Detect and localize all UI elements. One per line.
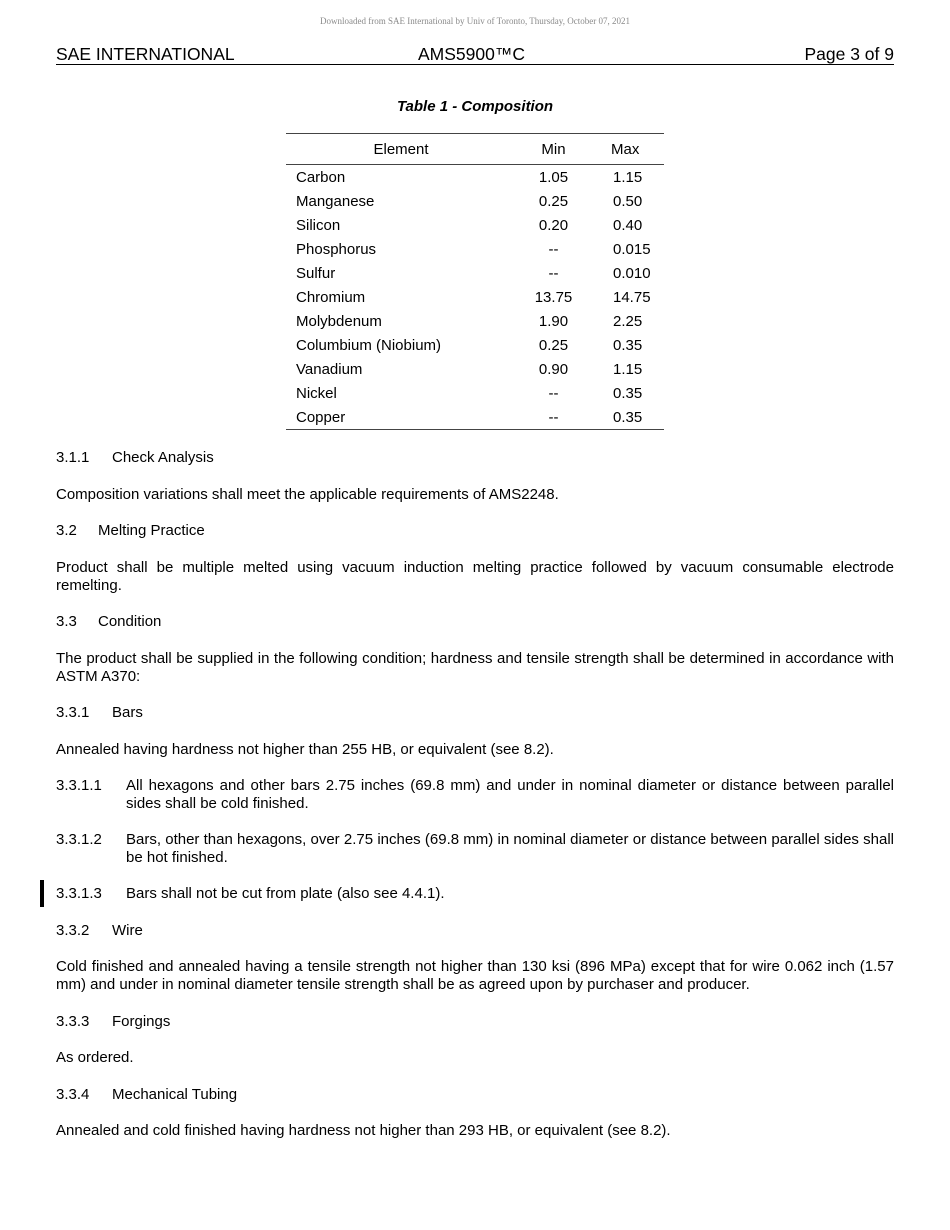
min-cell: 1.90	[538, 312, 569, 330]
column-header: Min	[541, 140, 566, 158]
section-number: 3.3.1.1	[56, 777, 102, 794]
table-row	[286, 309, 664, 333]
table-row	[286, 189, 664, 213]
table-row	[286, 165, 664, 190]
header-page-number: Page 3 of 9	[804, 44, 894, 64]
table-row	[286, 381, 664, 405]
table-row	[286, 357, 664, 381]
section-heading-3-3	[56, 613, 894, 631]
column-header: Max	[611, 140, 640, 158]
table-row	[286, 261, 664, 285]
page-header	[56, 44, 894, 65]
section-title: Forgings	[112, 1013, 171, 1030]
element-cell: Columbium (Niobium)	[296, 336, 442, 354]
min-cell: --	[548, 408, 559, 426]
element-cell: Nickel	[296, 384, 337, 402]
max-cell: 0.35	[613, 384, 643, 402]
section-title: Condition	[98, 613, 162, 630]
table-row	[286, 333, 664, 357]
section-heading-3-3-1	[56, 704, 894, 722]
paragraph-forgings: As ordered.	[56, 1049, 134, 1066]
max-cell: 0.35	[613, 408, 643, 426]
max-cell: 1.15	[613, 168, 643, 186]
element-cell: Chromium	[296, 288, 366, 306]
section-number: 3.3.1.2	[56, 831, 102, 848]
element-cell: Phosphorus	[296, 240, 377, 258]
table-header-row	[286, 134, 664, 165]
section-title: Wire	[112, 922, 143, 939]
min-cell: 1.05	[538, 168, 569, 186]
section-number: 3.3.4	[56, 1086, 90, 1103]
min-cell: 0.25	[538, 192, 569, 210]
max-cell: 2.25	[613, 312, 643, 330]
revision-change-bar	[40, 880, 44, 907]
section-heading-3-3-2	[56, 922, 894, 940]
subsection-text: Bars shall not be cut from plate (also see 4.4.1).	[126, 885, 445, 902]
composition-table	[286, 133, 664, 430]
section-number: 3.3	[56, 613, 77, 630]
section-number: 3.3.1	[56, 704, 90, 721]
max-cell: 14.75	[613, 288, 651, 306]
column-header: Element	[373, 140, 429, 158]
paragraph-bars: Annealed having hardness not higher than 255 HB, or equivalent (see 8.2).	[56, 741, 554, 758]
section-heading-3-2	[56, 522, 894, 540]
element-cell: Silicon	[296, 216, 341, 234]
element-cell: Manganese	[296, 192, 375, 210]
element-cell: Vanadium	[296, 360, 363, 378]
section-number: 3.2	[56, 522, 77, 539]
element-cell: Molybdenum	[296, 312, 382, 330]
min-cell: --	[548, 384, 559, 402]
section-title: Bars	[112, 704, 143, 721]
min-cell: 13.75	[534, 288, 573, 306]
paragraph-condition: The product shall be supplied in the following condition; hardness and tensile strength shall be determined in accordance with ASTM A370:	[56, 650, 894, 685]
element-cell: Sulfur	[296, 264, 336, 282]
table-row	[286, 285, 664, 309]
table-row	[286, 237, 664, 261]
min-cell: 0.20	[538, 216, 569, 234]
section-heading-3-3-3	[56, 1013, 894, 1031]
header-doc-number: AMS5900™C	[418, 44, 525, 64]
max-cell: 0.010	[613, 264, 651, 282]
section-number: 3.1.1	[56, 449, 90, 466]
max-cell: 0.40	[613, 216, 643, 234]
subsection-3-3-1-3	[56, 885, 894, 903]
paragraph-check-analysis: Composition variations shall meet the applicable requirements of AMS2248.	[56, 486, 559, 503]
section-heading-3-1-1	[56, 449, 894, 467]
min-cell: --	[548, 240, 559, 258]
max-cell: 0.50	[613, 192, 643, 210]
element-cell: Copper	[296, 408, 346, 426]
paragraph-wire: Cold finished and annealed having a tensile strength not higher than 130 ksi (896 MPa) except that for wire 0.062 inch (1.57 mm) and under in nominal diameter tensile strength shall be as agreed upon by purchaser and producer.	[56, 958, 894, 993]
section-heading-3-3-4	[56, 1086, 894, 1104]
subsection-text: Bars, other than hexagons, over 2.75 inches (69.8 mm) in nominal diameter or distance between parallel sides shall be hot finished.	[126, 831, 894, 866]
max-cell: 0.015	[613, 240, 651, 258]
paragraph-melting-practice: Product shall be multiple melted using vacuum induction melting practice followed by vacuum consumable electrode remelting.	[56, 559, 894, 594]
download-watermark: Downloaded from SAE International by Univ of Toronto, Thursday, October 07, 2021	[320, 16, 630, 26]
section-number: 3.3.2	[56, 922, 90, 939]
element-cell: Carbon	[296, 168, 346, 186]
section-title: Melting Practice	[98, 522, 205, 539]
section-number: 3.3.3	[56, 1013, 90, 1030]
paragraph-mechanical-tubing: Annealed and cold finished having hardness not higher than 293 HB, or equivalent (see 8.2).	[56, 1122, 671, 1139]
header-org: SAE INTERNATIONAL	[56, 44, 235, 64]
subsection-3-3-1-2	[56, 831, 894, 867]
min-cell: --	[548, 264, 559, 282]
min-cell: 0.25	[538, 336, 569, 354]
table-row	[286, 405, 664, 430]
section-title: Mechanical Tubing	[112, 1086, 238, 1103]
max-cell: 0.35	[613, 336, 643, 354]
subsection-text: All hexagons and other bars 2.75 inches (69.8 mm) and under in nominal diameter or distance between parallel sides shall be cold finished.	[126, 777, 894, 812]
min-cell: 0.90	[538, 360, 569, 378]
table-row	[286, 213, 664, 237]
max-cell: 1.15	[613, 360, 643, 378]
section-title: Check Analysis	[112, 449, 214, 466]
section-number: 3.3.1.3	[56, 885, 102, 902]
subsection-3-3-1-1	[56, 777, 894, 813]
table-title: Table 1 - Composition	[396, 98, 554, 115]
